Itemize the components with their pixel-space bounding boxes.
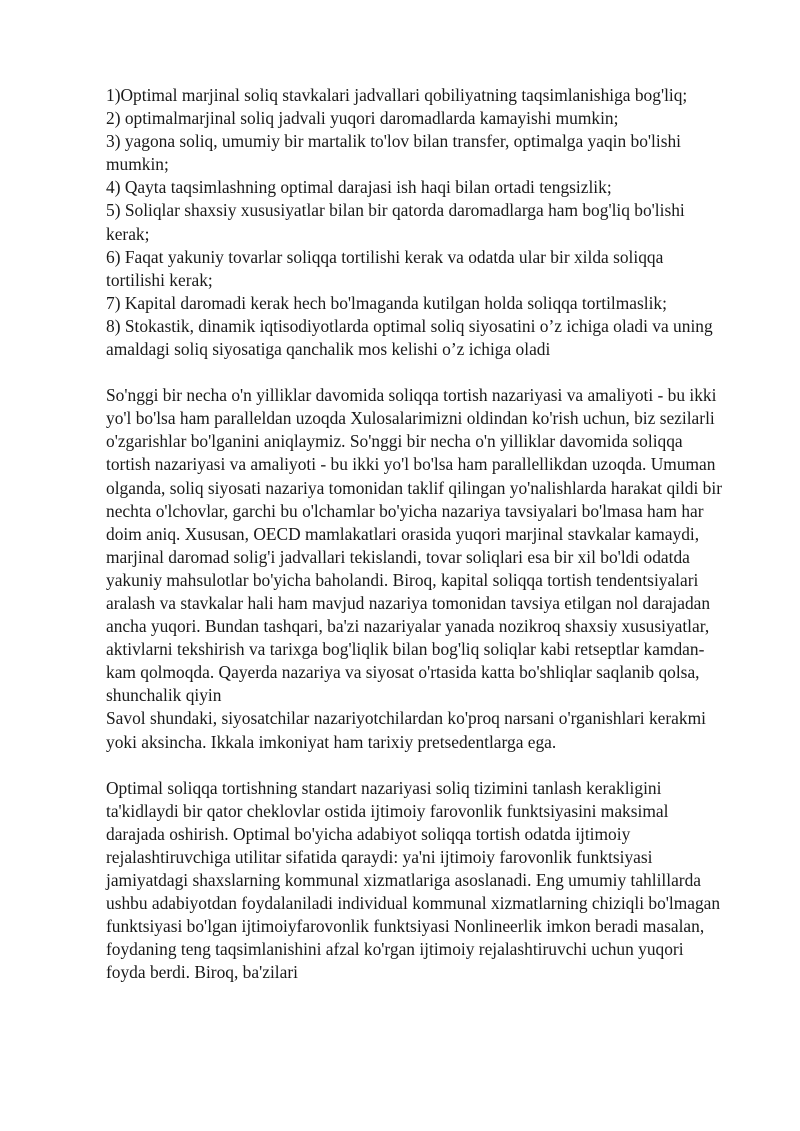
document-page [106,84,726,984]
list-item: 6) Faqat yakuniy tovarlar soliqqa tortilishi kerak va odatda ular bir xilda soliqqa tortilishi kerak; [106,246,664,290]
paragraph-text: So'nggi bir necha o'n yilliklar davomida soliqqa tortish nazariyasi va amaliyoti - bu ikki yo'l bo'lsa ham paralleldan uzoqda Xulosalarimizni oldindan ko'rish uchun, biz sezilarli o'zgarishlar bo'lganini aniqlaymiz. So'nggi bir necha o'n yilliklar davomida soliqqa tortish nazariyasi va amaliyoti - bu ikki yo'l bo'lsa ham parallellikdan uzoqda. Umuman olganda, soliq siyosati nazariya tomonidan taklif qilingan yo'nalishlarda harakat qildi bir nechta o'lchovlar, garchi bu o'lchamlar bo'yicha nazariya tavsiyalari bo'lmasa ham har doim aniq. Xususan, OECD mamlakatlari orasida yuqori marjinal stavkalar kamaydi, marjinal daromad solig'i jadvallari tekislandi, tovar soliqlari esa bir xil bo'ldi odatda yakuniy mahsulotlar bo'yicha baholandi. Biroq, kapital soliqqa tortish tendentsiyalari aralash va stavkalar hali ham mavjud nazariya tomonidan tavsiya etilgan nol darajadan ancha yuqori. Bundan tashqari, ba'zi nazariyalar yanada nozikroq shaxsiy xususiyatlar, aktivlarni tekshirish va tarixga bog'liqlik bilan bog'liq soliqlar kabi retseptlar kamdan-kam qolmoqda. Qayerda nazariya va siyosat o'rtasida katta bo'shliqlar saqlanib qolsa, shunchalik qiyin [106,385,723,706]
list-item: 2) optimalmarjinal soliq jadvali yuqori daromadlarda kamayishi mumkin; [106,108,619,129]
paragraph-text-continued: Savol shundaki, siyosatchilar nazariyotchilardan ko'proq narsani o'rganishlari kerakmi yoki aksincha. Ikkala imkoniyat ham tarixiy pretsedentlarga ega. [106,708,706,752]
list-item: 8) Stokastik, dinamik iqtisodiyotlarda optimal soliq siyosatini o’z ichiga oladi va uning amaldagi soliq siyosatiga qanchalik mos kelishi o’z ichiga oladi [106,315,713,360]
numbered-list [106,84,726,361]
list-item: 1)Optimal marjinal soliq stavkalari jadvallari qobiliyatning taqsimlanishiga bog'liq; [106,85,688,105]
list-item: 3) yagona soliq, umumiy bir martalik to'lov bilan transfer, optimalga yaqin bo'lishi mumkin; [106,131,682,175]
list-item: 5) Soliqlar shaxsiy xususiyatlar bilan bir qatorda daromadlarga ham bog'liq bo'lishi kerak; [106,200,685,244]
list-item: 7) Kapital daromadi kerak hech bo'lmaganda kutilgan holda soliqqa tortilmaslik; [106,292,667,313]
body-paragraph [106,384,726,754]
body-paragraph: Optimal soliqqa tortishning standart nazariyasi soliq tizimini tanlash kerakligini ta'kidlaydi bir qator cheklovlar ostida ijtimoiy farovonlik funktsiyasini maksimal darajada oshirish. Optimal bo'yicha adabiyot soliqqa tortish odatda ijtimoiy rejalashtiruvchiga utilitar sifatida qaraydi: ya'ni ijtimoiy farovonlik funktsiyasi jamiyatdagi shaxslarning kommunal xizmatlariga asoslanadi. Eng umumiy tahlillarda ushbu adabiyotdan foydalaniladi individual kommunal xizmatlarning chiziqli bo'lmagan funktsiyasi bo'lgan ijtimoiyfarovonlik funktsiyasi Nonlineerlik imkon beradi masalan, foydaning teng taqsimlanishini afzal ko'rgan ijtimoiy rejalashtiruvchi uchun yuqori foyda berdi. Biroq, ba'zilari [106,777,721,983]
list-item: 4) Qayta taqsimlashning optimal darajasi ish haqi bilan ortadi tengsizlik; [106,177,612,198]
